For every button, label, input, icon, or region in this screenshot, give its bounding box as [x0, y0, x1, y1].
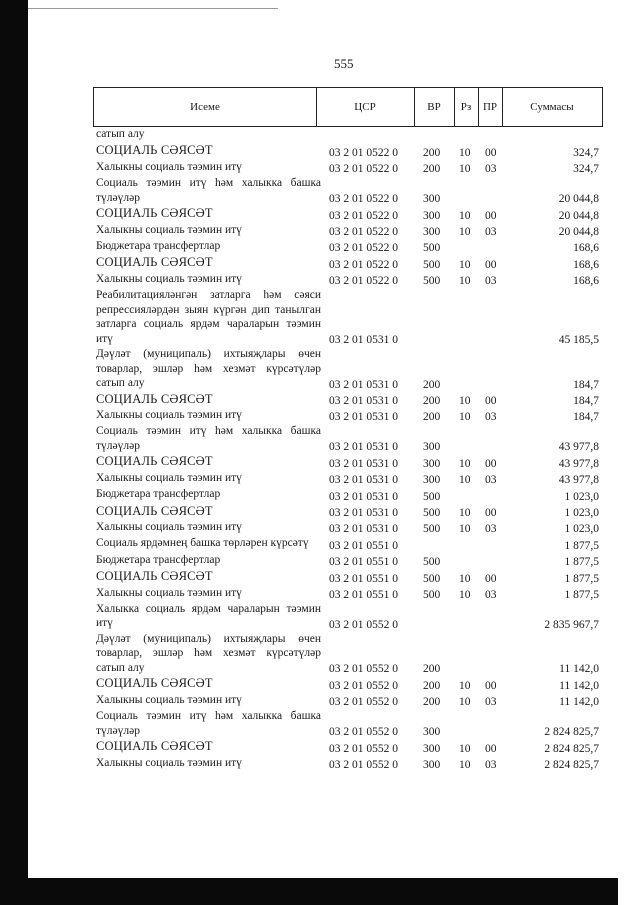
row-name: Халыкны социаль тәэмин итү: [96, 520, 242, 533]
table-row: [93, 739, 603, 755]
row-sum: 184,7: [573, 395, 599, 408]
row-sum: 1 877,5: [564, 556, 599, 569]
table-row: [93, 272, 603, 288]
row-pr: 00: [485, 209, 497, 222]
row-rz: 10: [459, 411, 471, 424]
row-sum: 43 977,8: [558, 457, 599, 470]
row-name: Халыкны социаль тәэмин итү: [96, 586, 242, 599]
row-sum: 168,6: [573, 258, 599, 271]
row-csr: 03 2 01 0531 0: [329, 457, 398, 470]
row-sum: 43 977,8: [558, 474, 599, 487]
row-name: СОЦИАЛЬ СӘЯСӘТ: [96, 569, 213, 584]
table-row: [93, 347, 603, 392]
row-name: СОЦИАЛЬ СӘЯСӘТ: [96, 206, 213, 221]
row-rz: 10: [459, 523, 471, 536]
row-pr: 00: [485, 679, 497, 692]
scan-border-left: [0, 0, 28, 905]
row-rz: 10: [459, 275, 471, 288]
table-row: [93, 676, 603, 692]
row-pr: 00: [485, 506, 497, 519]
row-vr: 500: [423, 242, 441, 255]
row-csr: 03 2 01 0522 0: [329, 275, 398, 288]
row-csr: 03 2 01 0531 0: [329, 506, 398, 519]
table-row: [93, 520, 603, 536]
row-sum: 1 877,5: [564, 539, 599, 552]
table-row: [93, 206, 603, 222]
table-row: [93, 143, 603, 159]
row-pr: 03: [485, 696, 497, 709]
row-rz: 10: [459, 506, 471, 519]
row-csr: 03 2 01 0551 0: [329, 539, 398, 552]
row-csr: 03 2 01 0522 0: [329, 163, 398, 176]
row-vr: 500: [423, 588, 441, 601]
row-sum: 2 835 967,7: [544, 618, 599, 631]
row-sum: 1 023,0: [564, 523, 599, 536]
header-name: Исеме: [190, 101, 220, 113]
row-name: Бюджетара трансфертлар: [96, 553, 221, 566]
table-row: [93, 602, 603, 632]
row-vr: 300: [423, 726, 441, 739]
row-vr: 300: [423, 474, 441, 487]
row-vr: 300: [423, 441, 441, 454]
row-vr: 200: [423, 679, 441, 692]
row-sum: 20 044,8: [558, 209, 599, 222]
table-row: [93, 127, 603, 143]
table-row: [93, 160, 603, 176]
scan-edge-line: [28, 8, 278, 9]
table-row: [93, 693, 603, 709]
header-sum: Суммасы: [530, 101, 574, 113]
row-vr: 500: [423, 572, 441, 585]
row-sum: 1 023,0: [564, 506, 599, 519]
row-name: Халыкны социаль тәэмин итү: [96, 409, 242, 422]
table-row: [93, 536, 603, 552]
row-name: Дәүләт (муниципаль) ихтыяҗлары өчен товарлар, эшләр һәм хезмәт күрсәтүләр сатып алу: [96, 632, 321, 674]
row-pr: 03: [485, 411, 497, 424]
header-csr: ЦСР: [354, 101, 376, 113]
table-row: [93, 424, 603, 454]
row-vr: 200: [423, 411, 441, 424]
row-csr: 03 2 01 0522 0: [329, 242, 398, 255]
scan-border-bottom: [0, 878, 618, 905]
row-sum: 11 142,0: [559, 679, 599, 692]
row-csr: 03 2 01 0531 0: [329, 334, 398, 347]
row-csr: 03 2 01 0551 0: [329, 588, 398, 601]
row-name: Халыкны социаль тәэмин итү: [96, 693, 242, 706]
row-sum: 1 023,0: [564, 490, 599, 503]
row-vr: 500: [423, 523, 441, 536]
row-sum: 184,7: [573, 378, 599, 391]
row-csr: 03 2 01 0522 0: [329, 225, 398, 238]
table-row: [93, 632, 603, 677]
row-csr: 03 2 01 0531 0: [329, 441, 398, 454]
row-vr: 500: [423, 506, 441, 519]
header-pr: ПР: [482, 101, 498, 113]
row-sum: 1 877,5: [564, 572, 599, 585]
row-pr: 03: [485, 474, 497, 487]
row-csr: 03 2 01 0531 0: [329, 490, 398, 503]
row-sum: 168,6: [573, 242, 599, 255]
row-pr: 00: [485, 395, 497, 408]
row-csr: 03 2 01 0552 0: [329, 758, 398, 771]
row-name: СОЦИАЛЬ СӘЯСӘТ: [96, 255, 213, 270]
page-number: 555: [334, 56, 354, 71]
row-pr: 00: [485, 572, 497, 585]
row-vr: 500: [423, 490, 441, 503]
row-name: Социаль тәэмин итү һәм халыкка башка түләүләр: [96, 177, 321, 204]
row-rz: 10: [459, 696, 471, 709]
row-name: сатып алу: [96, 128, 145, 140]
row-rz: 10: [459, 163, 471, 176]
row-name: СОЦИАЛЬ СӘЯСӘТ: [96, 454, 213, 469]
row-name: Халыкны социаль тәэмин итү: [96, 272, 242, 285]
row-csr: 03 2 01 0552 0: [329, 696, 398, 709]
row-sum: 45 185,5: [558, 334, 599, 347]
row-rz: 10: [459, 146, 471, 159]
row-name: СОЦИАЛЬ СӘЯСӘТ: [96, 739, 213, 754]
row-sum: 2 824 825,7: [544, 758, 599, 771]
row-name: Бюджетара трансфертлар: [96, 488, 221, 501]
row-name: Дәүләт (муниципаль) ихтыяҗлары өчен товарлар, эшләр һәм хезмәт күрсәтүләр сатып алу: [96, 348, 321, 390]
row-name: Халыкка социаль ярдәм чараларын тәэмин итү: [96, 602, 321, 630]
row-vr: 200: [423, 696, 441, 709]
table-body: [93, 127, 603, 772]
row-csr: 03 2 01 0551 0: [329, 556, 398, 569]
row-csr: 03 2 01 0531 0: [329, 395, 398, 408]
table-row: [93, 239, 603, 255]
row-name: СОЦИАЛЬ СӘЯСӘТ: [96, 391, 213, 406]
row-vr: 200: [423, 163, 441, 176]
row-sum: 324,7: [573, 163, 599, 176]
row-csr: 03 2 01 0552 0: [329, 663, 398, 676]
header-rz: Рз: [460, 101, 472, 113]
row-csr: 03 2 01 0522 0: [329, 258, 398, 271]
row-csr: 03 2 01 0552 0: [329, 726, 398, 739]
row-vr: 300: [423, 225, 441, 238]
row-vr: 300: [423, 209, 441, 222]
row-csr: 03 2 01 0531 0: [329, 411, 398, 424]
row-vr: 300: [423, 457, 441, 470]
row-csr: 03 2 01 0531 0: [329, 523, 398, 536]
header-vr: ВР: [427, 101, 441, 113]
row-sum: 168,6: [573, 275, 599, 288]
row-csr: 03 2 01 0531 0: [329, 474, 398, 487]
row-csr: 03 2 01 0522 0: [329, 209, 398, 222]
row-csr: 03 2 01 0552 0: [329, 679, 398, 692]
row-vr: 300: [423, 758, 441, 771]
row-vr: 200: [423, 146, 441, 159]
row-sum: 20 044,8: [558, 225, 599, 238]
row-vr: 300: [423, 193, 441, 206]
row-name: СОЦИАЛЬ СӘЯСӘТ: [96, 676, 213, 691]
table-row: [93, 454, 603, 470]
row-rz: 10: [459, 572, 471, 585]
row-rz: 10: [459, 679, 471, 692]
row-rz: 10: [459, 395, 471, 408]
row-pr: 03: [485, 275, 497, 288]
row-rz: 10: [459, 742, 471, 755]
row-sum: 1 877,5: [564, 588, 599, 601]
table-row: [93, 408, 603, 424]
row-name: Халыкны социаль тәэмин итү: [96, 756, 242, 769]
row-rz: 10: [459, 474, 471, 487]
row-pr: 03: [485, 225, 497, 238]
budget-table: [93, 87, 603, 772]
row-sum: 184,7: [573, 411, 599, 424]
table-row: [93, 255, 603, 271]
row-pr: 03: [485, 163, 497, 176]
row-vr: 300: [423, 742, 441, 755]
row-name: СОЦИАЛЬ СӘЯСӘТ: [96, 143, 213, 158]
row-csr: 03 2 01 0531 0: [329, 378, 398, 391]
row-name: СОЦИАЛЬ СӘЯСӘТ: [96, 503, 213, 518]
row-name: Халыкны социаль тәэмин итү: [96, 471, 242, 484]
table-row: [93, 392, 603, 408]
row-name: Бюджетара трансфертлар: [96, 239, 221, 252]
row-name: Халыкны социаль тәэмин итү: [96, 160, 242, 173]
row-rz: 10: [459, 225, 471, 238]
row-csr: 03 2 01 0552 0: [329, 742, 398, 755]
row-pr: 03: [485, 588, 497, 601]
row-rz: 10: [459, 457, 471, 470]
row-sum: 2 824 825,7: [544, 742, 599, 755]
row-pr: 00: [485, 146, 497, 159]
row-pr: 03: [485, 758, 497, 771]
table-row: [93, 176, 603, 206]
row-csr: 03 2 01 0551 0: [329, 572, 398, 585]
row-rz: 10: [459, 258, 471, 271]
row-name: Халыкны социаль тәэмин итү: [96, 223, 242, 236]
row-vr: 500: [423, 258, 441, 271]
row-pr: 00: [485, 457, 497, 470]
row-sum: 324,7: [573, 146, 599, 159]
row-sum: 43 977,8: [558, 441, 599, 454]
table-row: [93, 586, 603, 602]
row-pr: 03: [485, 523, 497, 536]
row-sum: 11 142,0: [559, 696, 599, 709]
row-pr: 00: [485, 742, 497, 755]
row-sum: 20 044,8: [558, 193, 599, 206]
row-rz: 10: [459, 758, 471, 771]
table-row: [93, 471, 603, 487]
row-vr: 500: [423, 556, 441, 569]
table-row: [93, 709, 603, 739]
row-vr: 500: [423, 275, 441, 288]
table-row: [93, 756, 603, 772]
row-csr: 03 2 01 0552 0: [329, 618, 398, 631]
row-name: Социаль тәэмин итү һәм халыкка башка түләүләр: [96, 710, 321, 737]
table-row: [93, 487, 603, 503]
row-vr: 200: [423, 663, 441, 676]
row-csr: 03 2 01 0522 0: [329, 146, 398, 159]
row-name: Реабилитацияләнгән затларга һәм сәяси репрессияләрдән зыян күргән дип танылган затларга социаль ярдәм чараларын тәэмин итү: [96, 289, 321, 345]
row-vr: 200: [423, 378, 441, 391]
row-sum: 11 142,0: [559, 663, 599, 676]
row-csr: 03 2 01 0522 0: [329, 193, 398, 206]
table-row: [93, 553, 603, 569]
table-row: [93, 288, 603, 347]
table-header: [93, 87, 603, 127]
table-row: [93, 223, 603, 239]
table-row: [93, 504, 603, 520]
row-rz: 10: [459, 209, 471, 222]
row-name: Социаль ярдәмнең башка төрләрен күрсәтү: [96, 537, 309, 550]
row-vr: 200: [423, 395, 441, 408]
table-row: [93, 569, 603, 585]
row-name: Социаль тәэмин итү һәм халыкка башка түләүләр: [96, 425, 321, 452]
row-rz: 10: [459, 588, 471, 601]
row-sum: 2 824 825,7: [544, 726, 599, 739]
row-pr: 00: [485, 258, 497, 271]
